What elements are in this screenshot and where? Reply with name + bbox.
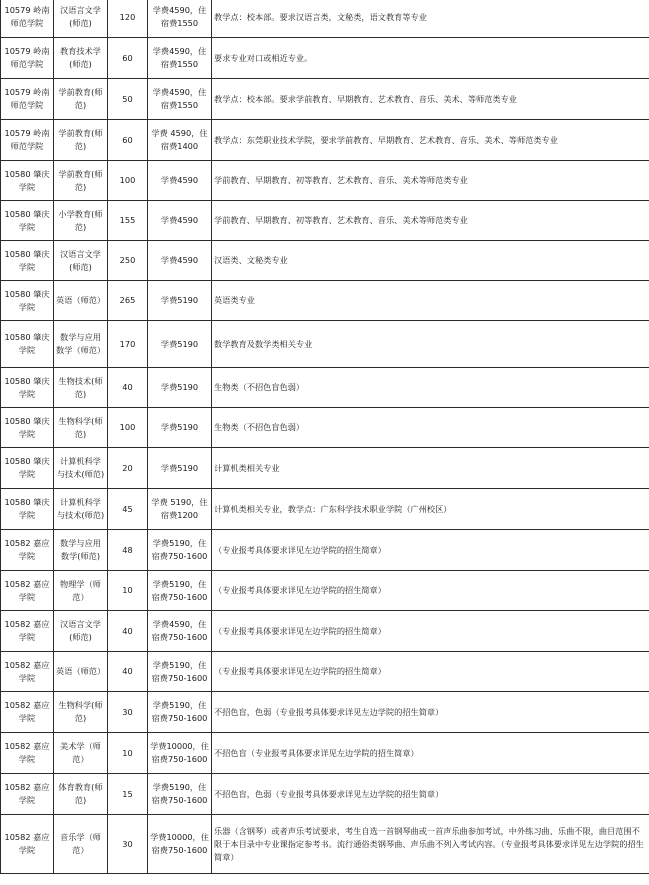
enrollment-cell: 20: [108, 448, 148, 489]
table-row: [1, 408, 649, 448]
table-row: [1, 201, 649, 241]
enrollment-cell: 100: [108, 161, 148, 201]
fee-cell: 学费4590，住宿费1550: [148, 38, 212, 79]
requirement-cell: 英语类专业: [212, 281, 649, 321]
requirement-cell: 乐器（含钢琴）或者声乐考试要求，考生自选一首钢琴曲或一首声乐曲参加考试，中外练习曲、乐曲不限，曲目范围不限于本目录中专业课指定参考书。流行通俗类钢琴曲、声乐曲不列入考试内容。（专业报考具体要求详见左边学院的招生简章）: [212, 815, 649, 874]
fee-cell: 学费5190，住宿费750-1600: [148, 774, 212, 815]
major-cell: 美术学（师范）: [54, 733, 108, 774]
enrollment-cell: 40: [108, 368, 148, 408]
fee-cell: 学费5190: [148, 448, 212, 489]
table-row: [1, 368, 649, 408]
enrollment-cell: 45: [108, 489, 148, 530]
table-row: [1, 321, 649, 368]
major-cell: 生物科学(师范): [54, 408, 108, 448]
enrollment-cell: 250: [108, 241, 148, 281]
school-cell: 10580 肇庆学院: [1, 489, 54, 530]
requirement-cell: 学前教育、早期教育、初等教育、艺术教育、音乐、美术等师范类专业: [212, 161, 649, 201]
enrollment-cell: 30: [108, 815, 148, 874]
requirement-cell: 教学点：东莞职业技术学院，要求学前教育、早期教育、艺术教育、音乐、美术、等师范类专业: [212, 120, 649, 161]
major-cell: 学前教育(师范): [54, 79, 108, 120]
enrollment-cell: 155: [108, 201, 148, 241]
school-cell: 10580 肇庆学院: [1, 321, 54, 368]
major-cell: 体育教育(师范): [54, 774, 108, 815]
fee-cell: 学费5190，住宿费750-1600: [148, 530, 212, 571]
table-row: [1, 611, 649, 652]
enrollment-cell: 60: [108, 38, 148, 79]
fee-cell: 学费5190: [148, 368, 212, 408]
enrollment-cell: 60: [108, 120, 148, 161]
fee-cell: 学费4590: [148, 161, 212, 201]
table-row: [1, 571, 649, 611]
fee-cell: 学费5190: [148, 321, 212, 368]
major-cell: 汉语言文学(师范): [54, 0, 108, 38]
requirement-cell: 教学点：校本部。要求学前教育、早期教育、艺术教育、音乐、美术、等师范类专业: [212, 79, 649, 120]
table-row: [1, 79, 649, 120]
fee-cell: 学费5190: [148, 408, 212, 448]
school-cell: 10580 肇庆学院: [1, 241, 54, 281]
fee-cell: 学费5190，住宿费750-1600: [148, 652, 212, 692]
school-cell: 10582 嘉应学院: [1, 611, 54, 652]
enrollment-cell: 10: [108, 733, 148, 774]
school-cell: 10582 嘉应学院: [1, 652, 54, 692]
requirement-cell: 生物类（不招色盲色弱）: [212, 368, 649, 408]
fee-cell: 学费5190，住宿费750-1600: [148, 571, 212, 611]
table-row: [1, 281, 649, 321]
enrollment-cell: 30: [108, 692, 148, 733]
major-cell: 计算机科学与技术(师范): [54, 489, 108, 530]
table-row: [1, 733, 649, 774]
fee-cell: 学费5190: [148, 281, 212, 321]
requirement-cell: 计算机类相关专业: [212, 448, 649, 489]
major-cell: 音乐学（师范）: [54, 815, 108, 874]
school-cell: 10582 嘉应学院: [1, 571, 54, 611]
major-cell: 生物技术(师范): [54, 368, 108, 408]
enrollment-cell: 170: [108, 321, 148, 368]
requirement-cell: 生物类（不招色盲色弱）: [212, 408, 649, 448]
major-cell: 英语（师范）: [54, 652, 108, 692]
fee-cell: 学费4590，住宿费750-1600: [148, 611, 212, 652]
table-row: [1, 0, 649, 38]
requirement-cell: 教学点：校本部。要求汉语言类，文秘类，语文教育等专业: [212, 0, 649, 38]
enrollment-cell: 40: [108, 611, 148, 652]
enrollment-cell: 48: [108, 530, 148, 571]
major-cell: 小学教育(师范): [54, 201, 108, 241]
major-cell: 汉语言文学(师范): [54, 241, 108, 281]
requirement-cell: 学前教育、早期教育、初等教育、艺术教育、音乐、美术等师范类专业: [212, 201, 649, 241]
school-cell: 10580 肇庆学院: [1, 161, 54, 201]
fee-cell: 学费4590: [148, 241, 212, 281]
school-cell: 10579 岭南师范学院: [1, 38, 54, 79]
major-cell: 学前教育(师范): [54, 120, 108, 161]
enrollment-cell: 120: [108, 0, 148, 38]
major-cell: 学前教育(师范): [54, 161, 108, 201]
school-cell: 10580 肇庆学院: [1, 448, 54, 489]
school-cell: 10580 肇庆学院: [1, 201, 54, 241]
major-cell: 汉语言文学(师范): [54, 611, 108, 652]
table-row: [1, 161, 649, 201]
requirement-cell: 汉语类、文秘类专业: [212, 241, 649, 281]
requirement-cell: 不招色盲，色弱（专业报考具体要求详见左边学院的招生简章）: [212, 692, 649, 733]
fee-cell: 学费4590，住宿费1550: [148, 0, 212, 38]
school-cell: 10579 岭南师范学院: [1, 120, 54, 161]
table-row: [1, 241, 649, 281]
school-cell: 10582 嘉应学院: [1, 692, 54, 733]
major-cell: 生物科学(师范): [54, 692, 108, 733]
school-cell: 10580 肇庆学院: [1, 368, 54, 408]
requirement-cell: （专业报考具体要求详见左边学院的招生简章）: [212, 571, 649, 611]
table-row: [1, 448, 649, 489]
school-cell: 10580 肇庆学院: [1, 281, 54, 321]
enrollment-cell: 40: [108, 652, 148, 692]
requirement-cell: （专业报考具体要求详见左边学院的招生简章）: [212, 611, 649, 652]
fee-cell: 学费4590，住宿费1550: [148, 79, 212, 120]
major-cell: 数学与应用数学（师范）: [54, 321, 108, 368]
major-cell: 教育技术学(师范): [54, 38, 108, 79]
school-cell: 10579 岭南师范学院: [1, 79, 54, 120]
requirement-cell: 不招色盲，色弱（专业报考具体要求详见左边学院的招生简章）: [212, 774, 649, 815]
table-row: [1, 489, 649, 530]
table-row: [1, 815, 649, 874]
school-cell: 10579 岭南师范学院: [1, 0, 54, 38]
fee-cell: 学费 5190，住宿费1200: [148, 489, 212, 530]
enrollment-cell: 15: [108, 774, 148, 815]
table-row: [1, 530, 649, 571]
table-row: [1, 38, 649, 79]
requirement-cell: 计算机类相关专业，教学点：广东科学技术职业学院（广州校区）: [212, 489, 649, 530]
requirement-cell: 要求专业对口或相近专业。: [212, 38, 649, 79]
major-cell: 英语（师范）: [54, 281, 108, 321]
table-row: [1, 774, 649, 815]
fee-cell: 学费4590: [148, 201, 212, 241]
major-cell: 计算机科学与技术(师范): [54, 448, 108, 489]
fee-cell: 学费10000，住宿费750-1600: [148, 733, 212, 774]
table-row: [1, 652, 649, 692]
school-cell: 10582 嘉应学院: [1, 774, 54, 815]
enrollment-cell: 10: [108, 571, 148, 611]
requirement-cell: （专业报考具体要求详见左边学院的招生简章）: [212, 652, 649, 692]
major-cell: 数学与应用数学(师范): [54, 530, 108, 571]
school-cell: 10582 嘉应学院: [1, 815, 54, 874]
fee-cell: 学费5190，住宿费750-1600: [148, 692, 212, 733]
school-cell: 10582 嘉应学院: [1, 733, 54, 774]
table-row: [1, 692, 649, 733]
school-cell: 10582 嘉应学院: [1, 530, 54, 571]
requirement-cell: 数学教育及数学类相关专业: [212, 321, 649, 368]
enrollment-cell: 50: [108, 79, 148, 120]
fee-cell: 学费10000，住宿费750-1600: [148, 815, 212, 874]
fee-cell: 学费 4590，住宿费1400: [148, 120, 212, 161]
major-cell: 物理学（师范）: [54, 571, 108, 611]
enrollment-cell: 265: [108, 281, 148, 321]
school-cell: 10580 肇庆学院: [1, 408, 54, 448]
enrollment-cell: 100: [108, 408, 148, 448]
requirement-cell: （专业报考具体要求详见左边学院的招生简章）: [212, 530, 649, 571]
requirement-cell: 不招色盲（专业报考具体要求详见左边学院的招生简章）: [212, 733, 649, 774]
table-row: [1, 120, 649, 161]
